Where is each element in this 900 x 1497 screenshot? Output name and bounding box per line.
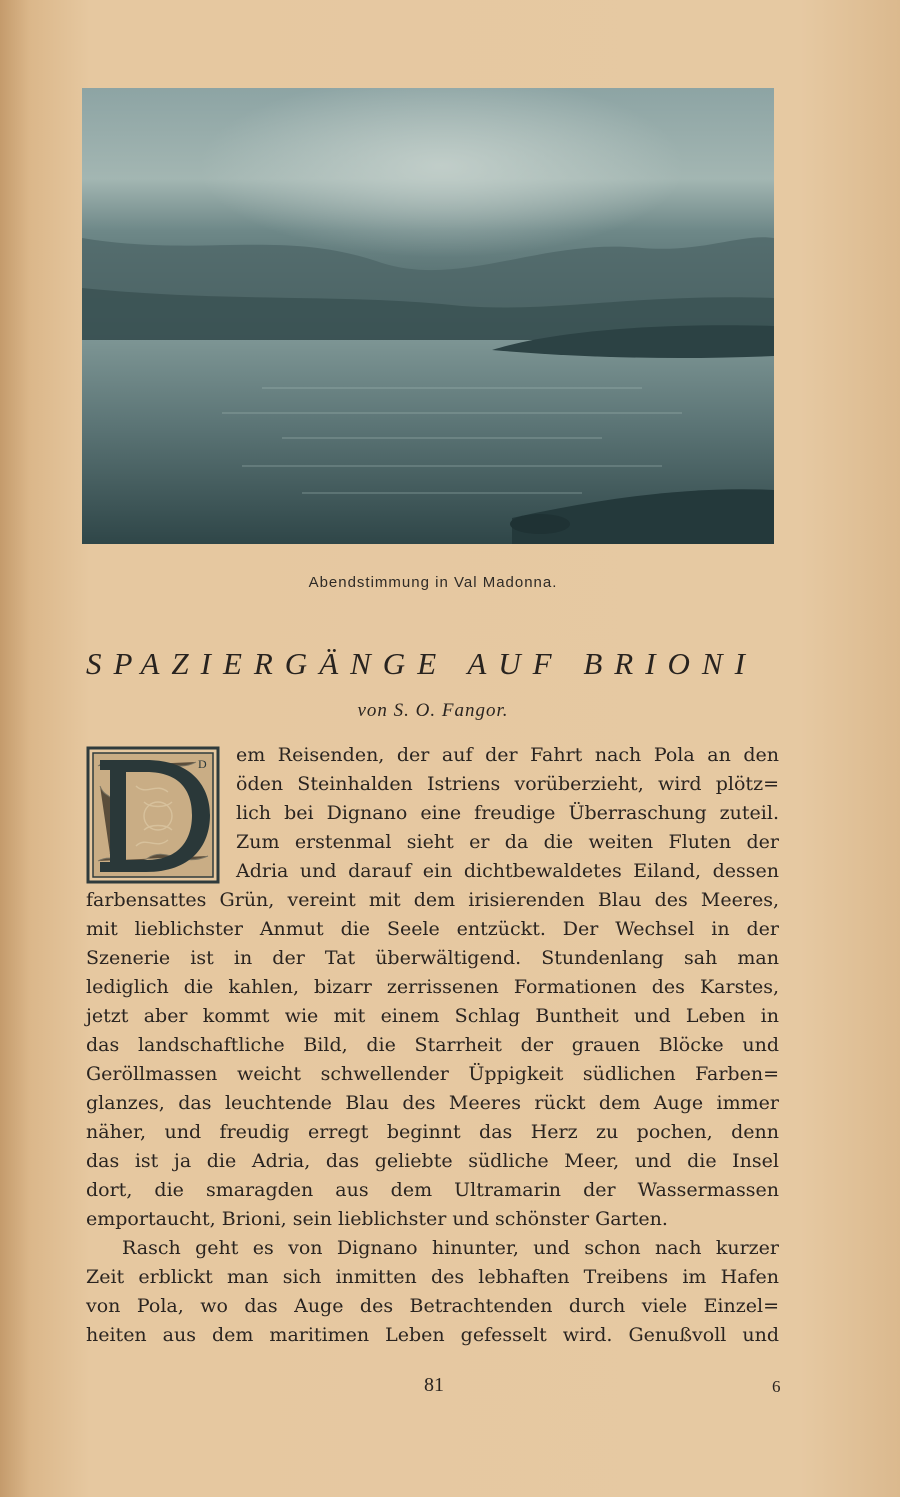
text-line: von Pola, wo das Auge des Betrachtenden durch viele Einzel= [86, 1295, 779, 1317]
text-line: Szenerie ist in der Tat überwältigend. Stundenlang sah man [86, 947, 779, 969]
text-line: Rasch geht es von Dignano hinunter, und schon nach kurzer [122, 1237, 779, 1259]
text-line: das landschaftliche Bild, die Starrheit der grauen Blöcke und [86, 1034, 779, 1056]
article-title: SPAZIERGÄNGE AUF BRIONI [86, 646, 757, 681]
article-byline: von S. O. Fangor. [357, 700, 509, 721]
text-line: mit lieblichster Anmut die Seele entzückt. Der Wechsel in der [86, 918, 779, 940]
text-line: glanzes, das leuchtende Blau des Meeres rückt dem Auge immer [86, 1092, 779, 1114]
dropcap-letter: D [198, 757, 207, 771]
text-line: Zeit erblickt man sich inmitten des lebhaften Treibens im Hafen [86, 1266, 779, 1288]
photo-caption: Abendstimmung in Val Madonna. [308, 574, 558, 591]
text-line: heiten aus dem maritimen Leben gefesselt wird. Genußvoll und [86, 1324, 779, 1346]
photo-evening-seascape [82, 88, 774, 544]
signature-mark: 6 [772, 1377, 781, 1396]
text-line: Geröllmassen weicht schwellender Üppigkeit südlichen Farben= [86, 1063, 779, 1085]
text-line: em Reisenden, der auf der Fahrt nach Pola an den [236, 744, 779, 766]
text-line: emportaucht, Brioni, sein lieblichster und schönster Garten. [86, 1208, 668, 1230]
text-line: Zum erstenmal sieht er da die weiten Fluten der [236, 831, 779, 853]
text-line: öden Steinhalden Istriens vorüberzieht, wird plötz= [236, 773, 779, 795]
text-line: näher, und freudig erregt beginnt das Herz zu pochen, denn [86, 1121, 779, 1143]
text-line: lediglich die kahlen, bizarr zerrissenen Formationen des Karstes, [86, 976, 779, 998]
page-number: 81 [424, 1374, 444, 1396]
text-line: dort, die smaragden aus dem Ultramarin der Wassermassen [86, 1179, 779, 1201]
text-line: das ist ja die Adria, das geliebte südliche Meer, und die Insel [86, 1150, 779, 1172]
text-line: Adria und darauf ein dichtbewaldetes Eiland, dessen [236, 860, 779, 882]
text-line: farbensattes Grün, vereint mit dem irisierenden Blau des Meeres, [86, 889, 779, 911]
text-line: jetzt aber kommt wie mit einem Schlag Buntheit und Leben in [86, 1005, 779, 1027]
ornamental-initial-d [86, 746, 220, 884]
text-line: lich bei Dignano eine freudige Überraschung zuteil. [236, 802, 779, 824]
